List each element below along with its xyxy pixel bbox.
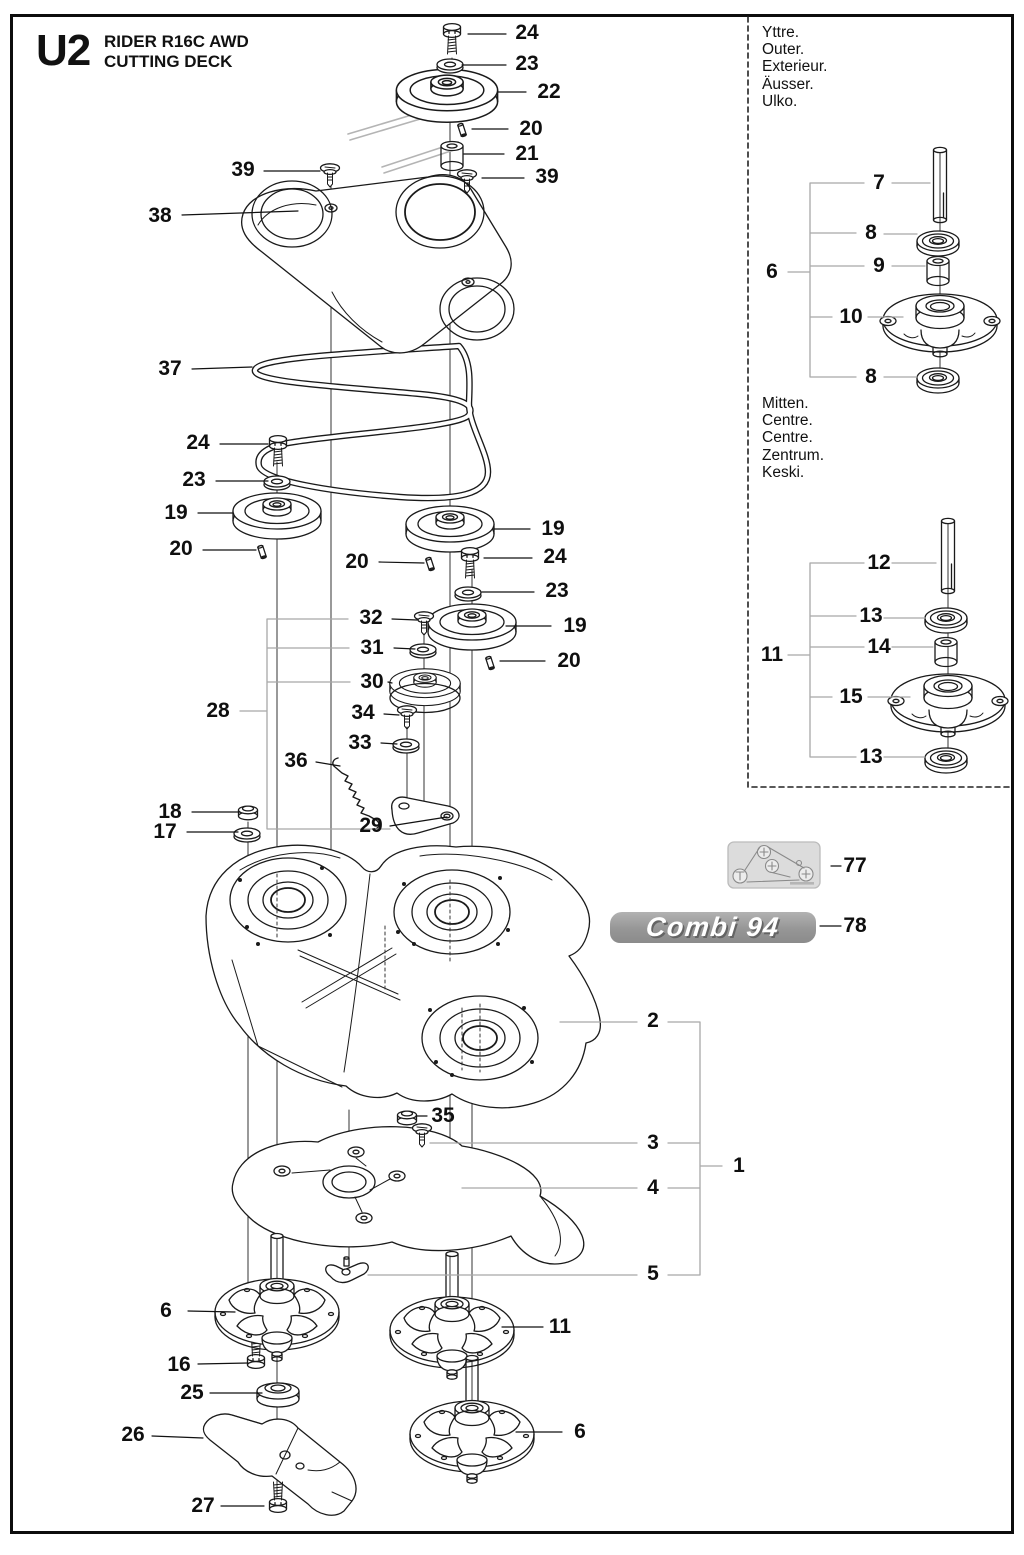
callout-12: 12: [867, 551, 891, 574]
nut-18: [239, 806, 258, 820]
callout-8: 8: [865, 365, 877, 388]
callout-35: 35: [431, 1104, 455, 1127]
washer-23-left: [264, 476, 290, 490]
bearing-13-bottom: [925, 748, 967, 773]
callout-30: 30: [360, 670, 384, 693]
callout-13: 13: [859, 604, 883, 627]
callout-34: 34: [351, 701, 375, 724]
washer-17: [234, 828, 260, 842]
callout-20: 20: [169, 537, 193, 560]
pulley-19-right: [428, 604, 516, 650]
callout-32: 32: [359, 606, 383, 629]
callout-20: 20: [557, 649, 581, 672]
sheet-name: CUTTING DECK: [104, 52, 233, 71]
blade-key: [326, 1257, 369, 1283]
callout-20: 20: [345, 550, 369, 573]
callout-39: 39: [231, 158, 255, 181]
callout-37: 37: [158, 357, 182, 380]
nut-35: [398, 1111, 417, 1125]
spacer-9: [927, 257, 949, 286]
callout-1: 1: [733, 1154, 745, 1177]
pulley-19-left: [233, 493, 321, 539]
callout-22: 22: [537, 80, 561, 103]
callout-2: 2: [647, 1009, 659, 1032]
bearing-8-bottom: [917, 368, 959, 393]
callout-27: 27: [191, 1494, 215, 1517]
screw-34: [398, 706, 417, 729]
pulley-22: [396, 69, 497, 122]
callout-19: 19: [541, 517, 565, 540]
key-20-mid: [425, 557, 434, 571]
key-20-right: [485, 656, 494, 670]
washer-23-top: [437, 59, 463, 73]
label-block-outer: Yttre. Outer. Exterieur. Äusser. Ulko.: [762, 24, 828, 110]
blade-holder-plate: [232, 1127, 584, 1264]
bolt-24-right: [462, 548, 479, 578]
section-code: U2: [36, 26, 91, 75]
washer-33: [393, 739, 419, 753]
washer-23-right: [455, 587, 481, 601]
model-name: RIDER R16C AWD: [104, 32, 249, 51]
callout-3: 3: [647, 1131, 659, 1154]
spindle-11-centre: [390, 1252, 514, 1380]
callout-13: 13: [859, 745, 883, 768]
callout-14: 14: [867, 635, 891, 658]
callout-23: 23: [515, 52, 539, 75]
key-20-left: [257, 545, 266, 559]
bolt-24-top: [444, 24, 461, 54]
callout-28: 28: [206, 699, 230, 722]
callout-24: 24: [186, 431, 210, 454]
group-bracket-lines: [240, 183, 936, 1275]
callout-18: 18: [158, 800, 182, 823]
combi-94-decal: [610, 912, 816, 943]
key-20-top: [457, 123, 466, 137]
callout-10: 10: [839, 305, 863, 328]
callout-15: 15: [839, 685, 863, 708]
screw-39-left: [321, 164, 340, 187]
washer-31: [410, 644, 436, 658]
callout-4: 4: [647, 1176, 659, 1199]
deck-belt: [255, 346, 488, 498]
callout-29: 29: [359, 814, 383, 837]
callout-6: 6: [160, 1299, 172, 1322]
belt-routing-decal: [728, 842, 820, 888]
callout-24: 24: [515, 21, 539, 44]
callout-24: 24: [543, 545, 567, 568]
callout-33: 33: [348, 731, 372, 754]
callout-77: 77: [843, 854, 867, 877]
callout-11: 11: [760, 643, 784, 666]
hub-10: [880, 294, 1000, 357]
callout-7: 7: [873, 171, 885, 194]
bearing-8-top: [917, 231, 959, 256]
hub-15: [888, 674, 1008, 737]
cutting-deck-housing: [206, 845, 600, 1108]
dashed-panel-border: [748, 17, 1012, 787]
bearing-13-top: [925, 608, 967, 633]
callout-8: 8: [865, 221, 877, 244]
spacer-14: [935, 638, 957, 667]
callout-11: 11: [548, 1315, 572, 1338]
callout-20: 20: [519, 117, 543, 140]
pulley-19-mid: [406, 506, 494, 552]
callout-23: 23: [182, 468, 206, 491]
callout-38: 38: [148, 204, 172, 227]
blade-collar: [257, 1383, 299, 1407]
callout-25: 25: [180, 1381, 204, 1404]
belt-cover-plate: [242, 175, 514, 353]
callout-9: 9: [873, 254, 885, 277]
callout-19: 19: [164, 501, 188, 524]
callout-17: 17: [153, 820, 177, 843]
callout-78: 78: [843, 914, 867, 937]
callout-23: 23: [545, 579, 569, 602]
callout-16: 16: [167, 1353, 191, 1376]
tension-arm: [392, 797, 459, 834]
bolt-27: [270, 1482, 287, 1512]
spacer-21: [441, 142, 463, 171]
callout-6: 6: [574, 1420, 586, 1443]
callout-5: 5: [647, 1262, 659, 1285]
callout-39: 39: [535, 165, 559, 188]
callout-31: 31: [360, 636, 384, 659]
callout-19: 19: [563, 614, 587, 637]
callout-6: 6: [766, 260, 778, 283]
callout-36: 36: [284, 749, 308, 772]
label-block-centre: Mitten. Centre. Centre. Zentrum. Keski.: [762, 395, 825, 481]
combi-94-text: Combi 94: [644, 912, 782, 942]
callout-21: 21: [515, 142, 539, 165]
callout-26: 26: [121, 1423, 145, 1446]
